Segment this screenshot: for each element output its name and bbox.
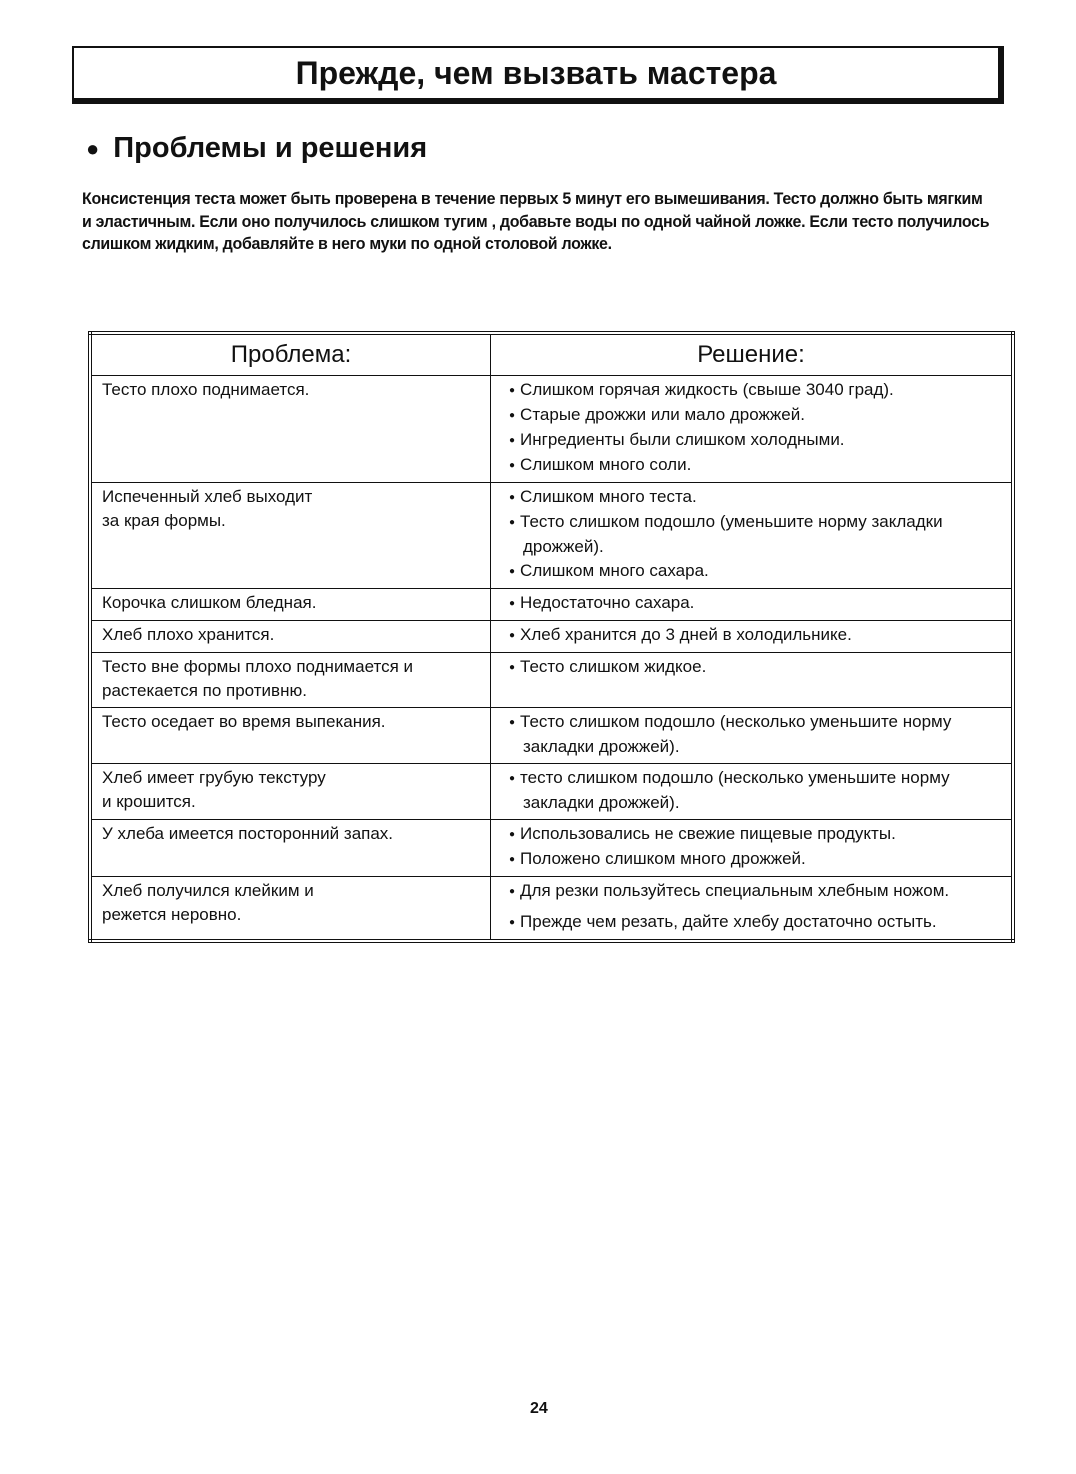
solution-item: ● Слишком много сахара.	[501, 559, 1003, 584]
solution-cell	[491, 653, 1014, 708]
section-title: Проблемы и решения	[113, 132, 428, 164]
solution-cell	[491, 621, 1014, 653]
problem-cell	[90, 621, 491, 653]
table-row	[90, 653, 1013, 708]
problem-cell	[90, 708, 491, 764]
solution-item: ● Слишком горячая жидкость (свыше 3040 град).	[501, 378, 1003, 403]
troubleshooting-table	[88, 331, 1015, 943]
table-row	[90, 820, 1013, 877]
column-header-solution: Решение:	[491, 333, 1014, 376]
section-heading	[86, 132, 427, 165]
solution-item: ● Для резки пользуйтесь специальным хлебным ножом.	[501, 879, 1003, 904]
solution-item: ● тесто слишком подошло (несколько уменьшите норму закладки дрожжей).	[501, 766, 1003, 815]
solution-item: ● Недостаточно сахара.	[501, 591, 1003, 616]
solution-cell	[491, 877, 1014, 942]
problem-text: У хлеба имеется посторонний запах.	[102, 824, 394, 843]
problem-text: режется неровно.	[102, 905, 242, 924]
solution-item: ● Слишком много соли.	[501, 453, 1003, 478]
solution-item: ● Ингредиенты были слишком холодными.	[501, 428, 1003, 453]
problem-text: Хлеб плохо хранится.	[102, 625, 275, 644]
problem-cell	[90, 820, 491, 877]
problem-text: Хлеб имеет грубую текстуру	[102, 768, 326, 787]
table-row	[90, 877, 1013, 942]
problem-text: Испеченный хлеб выходит	[102, 487, 313, 506]
column-header-problem: Проблема:	[90, 333, 491, 376]
intro-paragraph: Консистенция теста может быть проверена в течение первых 5 минут его вымешивания. Тесто должно быть мягким и эластичным. Если оно получилось слишком тугим , добавьте воды по одной чайной ложке. Если тесто получилось слишком жидким, добавляйте в него муки по одной столовой ложке.	[82, 190, 990, 253]
table-row	[90, 764, 1013, 820]
solution-cell	[491, 483, 1014, 589]
problem-cell	[90, 376, 491, 483]
solution-item: ● Прежде чем резать, дайте хлебу достаточно остыть.	[501, 910, 1003, 935]
problem-cell	[90, 589, 491, 621]
problem-text: Корочка слишком бледная.	[102, 593, 317, 612]
problem-cell	[90, 764, 491, 820]
problem-text: Тесто оседает во время выпекания.	[102, 712, 386, 731]
problem-text: и крошится.	[102, 792, 196, 811]
page-title: Прежде, чем вызвать мастера	[72, 46, 1004, 104]
problem-text: за края формы.	[102, 511, 226, 530]
solution-item: ● Слишком много теста.	[501, 485, 1003, 510]
solution-item: ● Тесто слишком подошло (несколько уменьшите норму закладки дрожжей).	[501, 710, 1003, 759]
table-row	[90, 483, 1013, 589]
problem-cell	[90, 877, 491, 942]
solution-cell	[491, 820, 1014, 877]
solution-item: ● Старые дрожжи или мало дрожжей.	[501, 403, 1003, 428]
solution-cell	[491, 589, 1014, 621]
problem-cell	[90, 483, 491, 589]
page-number: 24	[530, 1400, 548, 1417]
problem-cell	[90, 653, 491, 708]
solution-cell	[491, 764, 1014, 820]
problem-text: Тесто плохо поднимается.	[102, 380, 310, 399]
solution-item: ● Положено слишком много дрожжей.	[501, 847, 1003, 872]
solution-cell	[491, 708, 1014, 764]
bullet-icon: ●	[86, 136, 100, 162]
problem-text: Хлеб получился клейким и	[102, 881, 314, 900]
table-row	[90, 589, 1013, 621]
table-row	[90, 376, 1013, 483]
table-row	[90, 708, 1013, 764]
solution-item: ● Тесто слишком жидкое.	[501, 655, 1003, 680]
solution-item: ● Хлеб хранится до 3 дней в холодильнике.	[501, 623, 1003, 648]
problem-text: Тесто вне формы плохо поднимается и	[102, 657, 413, 676]
table-row	[90, 621, 1013, 653]
solution-cell	[491, 376, 1014, 483]
problem-text: растекается по противню.	[102, 681, 307, 700]
solution-item: ● Использовались не свежие пищевые продукты.	[501, 822, 1003, 847]
solution-item: ● Тесто слишком подошло (уменьшите норму закладки дрожжей).	[501, 510, 1003, 559]
